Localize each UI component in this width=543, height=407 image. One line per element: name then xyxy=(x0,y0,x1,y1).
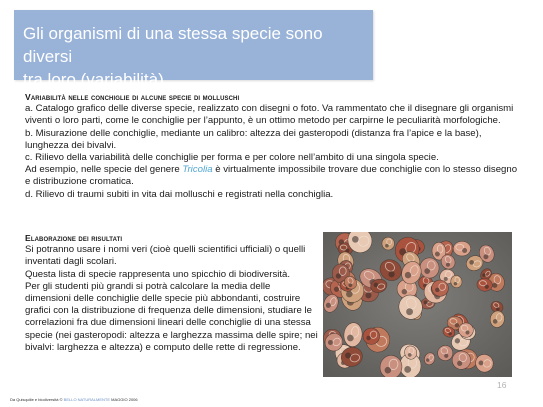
results-paragraph-1: Si potranno usare i nomi veri (cioè quelli scientifici ufficiali) o quelli inventati dagli scolari. xyxy=(25,244,306,268)
results-paragraph-2: Questa lista di specie rappresenta uno spicchio di biodiversità. xyxy=(25,268,291,280)
title-box xyxy=(14,10,373,89)
footer-suffix: MAGGIO 2006 xyxy=(111,397,138,402)
shell-shape xyxy=(453,241,471,256)
footer-prefix: Da Quisquilie e biodiversità © xyxy=(10,397,63,402)
item-d-text: d. Rilievo di traumi subiti in vita dai molluschi e registrati nella conchiglia. xyxy=(25,188,334,200)
item-c-example-end: è virtualmente impossibile trovare due conchiglie con lo stesso disegno e distribuzione cromatica. xyxy=(25,164,518,188)
results-heading: Elaborazione dei risultati xyxy=(25,233,123,243)
slide-title xyxy=(23,22,368,91)
item-a-text: a. Catalogo grafico delle diverse specie, realizzato con disegni o foto. Va rammentato che il disegnare gli organismi viventi o loro parti, come le conchiglie per l’appunto, è un ottimo metodo per carpirne le peculiarità morfologiche. xyxy=(25,103,514,127)
slide-title-line-2: tra loro (variabilità) xyxy=(23,70,164,89)
footer-brand: BELLO NATURALMENTE xyxy=(63,397,111,402)
variability-section xyxy=(25,91,525,201)
footer-credit xyxy=(10,397,138,402)
item-c-example xyxy=(25,164,525,188)
page-number: 16 xyxy=(497,380,507,390)
item-c-text: c. Rilievo della variabilità delle conchiglie per forma e per colore nell’ambito di una singola specie. xyxy=(25,152,439,164)
item-c-example-start: Ad esempio, nelle specie del genere xyxy=(25,164,183,176)
shells-photo xyxy=(323,232,512,377)
variability-heading: Variabilità nelle conchiglie di alcune specie di molluschi xyxy=(25,92,240,102)
slide-title-line-1: Gli organismi di una stessa specie sono diversi xyxy=(23,24,323,66)
item-b-text: b. Misurazione delle conchiglie, mediante un calibro: altezza dei gasteropodi (distanza fra l’apice e la base), lunghezza dei bivalvi. xyxy=(25,127,482,151)
genus-tricolia: Tricolia xyxy=(182,164,213,176)
results-section xyxy=(25,232,318,354)
shells-illustration xyxy=(323,232,512,377)
results-paragraph-3: Per gli studenti più grandi si potrà calcolare la media delle dimensioni delle conchiglie delle specie più abbondanti, costruire grafici con la distribuzione di frequenza delle dimensioni, studiare le correlazioni fra due dimensioni lineari delle conchiglie di una stessa specie (nei gasteropodi: altezza e larghezza massima delle spire; nei bivalvi: larghezza e altezza) e computo delle rette di regressione. xyxy=(25,280,318,353)
